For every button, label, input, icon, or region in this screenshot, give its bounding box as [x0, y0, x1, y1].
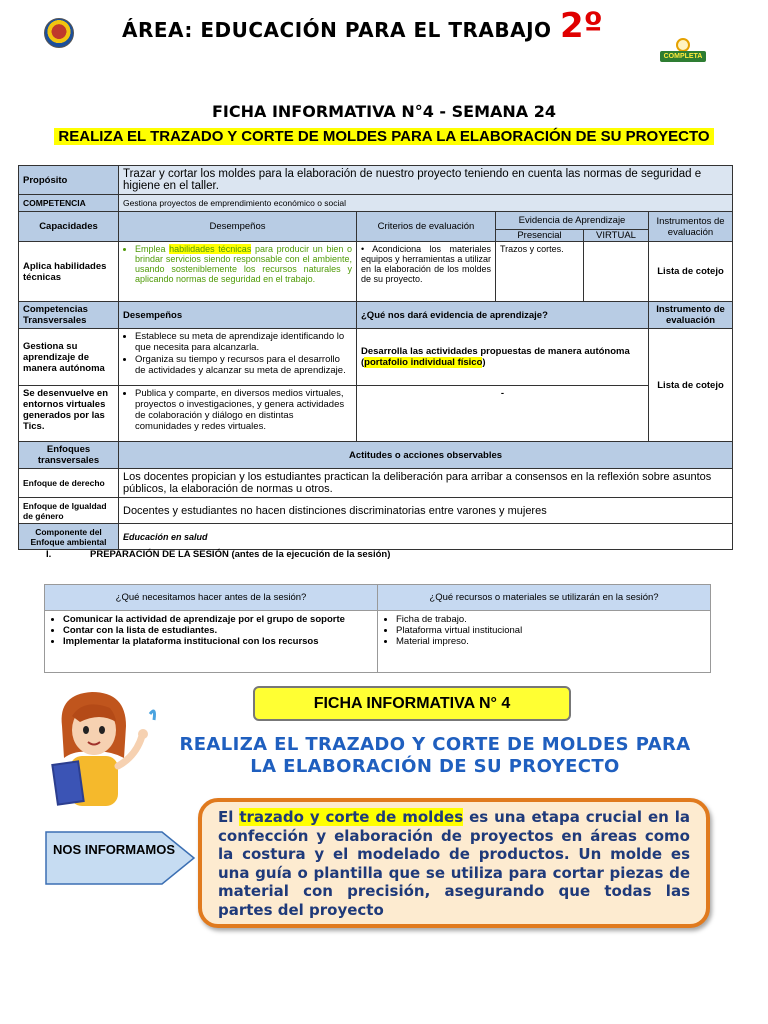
comp-trans-desemp: Desempeños [119, 302, 357, 329]
evidencia-header: Evidencia de Aprendizaje [496, 212, 649, 230]
enfoque-genero-label: Enfoque de Igualdad de género [19, 498, 119, 524]
sun-icon [676, 38, 690, 52]
capacidad-1: Aplica habilidades técnicas [19, 242, 119, 302]
gestiona-evidencia: Desarrolla las actividades propuestas de manera autónoma (portafolio individual físico) [357, 329, 649, 386]
presencial-header: Presencial [496, 230, 584, 242]
comp-trans-question: ¿Qué nos dará evidencia de aprendizaje? [357, 302, 649, 329]
arrow-banner-icon [44, 830, 196, 886]
comp-trans-instr: Instrumento de evaluación [649, 302, 733, 329]
session-table [18, 165, 733, 550]
info-box [198, 798, 710, 928]
enfoque-genero-text: Docentes y estudiantes no hacen distinciones discriminatorias entre varones y mujeres [119, 498, 733, 524]
competencia-text: Gestiona proyectos de emprendimiento económico o social [119, 195, 733, 212]
prep-right-cell [378, 611, 711, 673]
gestiona-label: Gestiona su aprendizaje de manera autónoma [19, 329, 119, 386]
gestiona-desempenos [119, 329, 357, 386]
enfoque-derecho-label: Enfoque de derecho [19, 469, 119, 498]
tic-list: • Publica y comparte, en diversos medios virtuales, proyectos o investigaciones, y genera actividades de colaboración y diálogo en distintas comunidades y redes virtuales. [123, 388, 352, 432]
enfoques-label: Enfoques transversales [19, 442, 119, 469]
virtual-cell-1 [584, 242, 649, 302]
enfoque-ambiental-label: Componente del Enfoque ambiental [19, 524, 119, 550]
subtitle: REALIZA EL TRAZADO Y CORTE DE MOLDES PARA LA ELABORACIÓN DE SU PROYECTO [54, 128, 713, 145]
ficha-box: FICHA INFORMATIVA N° 4 [253, 686, 571, 721]
tic-desempenos [119, 386, 357, 442]
actitudes-header: Actitudes o acciones observables [119, 442, 733, 469]
instrumento-2: Lista de cotejo [649, 329, 733, 442]
instrumento-1: Lista de cotejo [649, 242, 733, 302]
prep-heading: I. PREPARACIÓN DE LA SESIÓN (antes de la ejecución de la sesión) [46, 549, 391, 560]
desempenos-header: Desempeños [119, 212, 357, 242]
area-title: ÁREA: EDUCACIÓN PARA EL TRABAJO [122, 18, 552, 42]
gestiona-list: • Establece su meta de aprendizaje identificando lo que necesita para alcanzarla. • Organiza su tiempo y recursos para el desarrollo de actividades y alcanzar su meta de aprendizaje. [123, 331, 352, 376]
capacidades-header: Capacidades [19, 212, 119, 242]
ficha-title: FICHA INFORMATIVA N°4 - SEMANA 24 [211, 102, 556, 121]
grade-label: 2º [560, 6, 603, 46]
big-title: REALIZA EL TRAZADO Y CORTE DE MOLDES PARA LA ELABORACIÓN DE SU PROYECTO [179, 734, 691, 777]
prep-left-list: • Comunicar la actividad de aprendizaje por el grupo de soporte • Contar con la lista de estudiantes. • Implementar la plataforma institucional con los recursos [51, 614, 371, 647]
jec-logo-icon: COMPLETA [660, 38, 706, 64]
proposito-text: Trazar y cortar los moldes para la elaboración de nuestro proyecto teniendo en cuenta las normas de seguridad e higiene en el taller. [119, 166, 733, 195]
criterio-1: • Acondiciona los materiales equipos y herramientas a utilizar en la elaboración de los moldes de su proyecto. [357, 242, 496, 302]
enfoque-derecho-text: Los docentes propician y los estudiantes practican la deliberación para arribar a consensos en la reflexión sobre asuntos públicos, la elaboración de normas u otros. [119, 469, 733, 498]
proposito-label: Propósito [19, 166, 119, 195]
enfoque-ambiental-text: Educación en salud [119, 524, 733, 550]
evidencia-1: Trazos y cortes. [496, 242, 584, 302]
school-logo-icon [44, 18, 74, 48]
comp-trans-label: Competencias Transversales [19, 302, 119, 329]
prep-q2: ¿Qué recursos o materiales se utilizarán en la sesión? [378, 585, 711, 611]
tic-evidencia: - [357, 386, 649, 442]
prep-q1: ¿Qué necesitamos hacer antes de la sesión? [45, 585, 378, 611]
info-text: El trazado y corte de moldes es una etapa crucial en la confección y elaboración de proyectos en áreas como la costura y el modelado de productos. Un molde es una guía o plantilla que se utiliza para cortar piezas de material con precisión, asegurando que todas las partes del proyecto [218, 808, 690, 919]
virtual-header: VIRTUAL [584, 230, 649, 242]
criterios-header: Criterios de evaluación [357, 212, 496, 242]
prep-right-list: • Ficha de trabajo. • Plataforma virtual institucional • Material impreso. [384, 614, 704, 647]
nos-informamos-banner: NOS INFORMAMOS [44, 830, 196, 886]
prep-left-cell [45, 611, 378, 673]
page-header [0, 0, 768, 70]
teacher-girl-illustration [40, 686, 170, 816]
desempeno-1: • Emplea habilidades técnicas para producir un bien o brindar servicios siendo responsable con el ambiente, usando sosteniblemente los recursos naturales y aplicando normas de seguridad en el trabajo. [119, 242, 357, 302]
instrumentos-header: Instrumentos de evaluación [649, 212, 733, 242]
prep-table [44, 584, 711, 673]
competencia-label: COMPETENCIA [19, 195, 119, 212]
tic-label: Se desenvuelve en entornos virtuales generados por las Tics. [19, 386, 119, 442]
